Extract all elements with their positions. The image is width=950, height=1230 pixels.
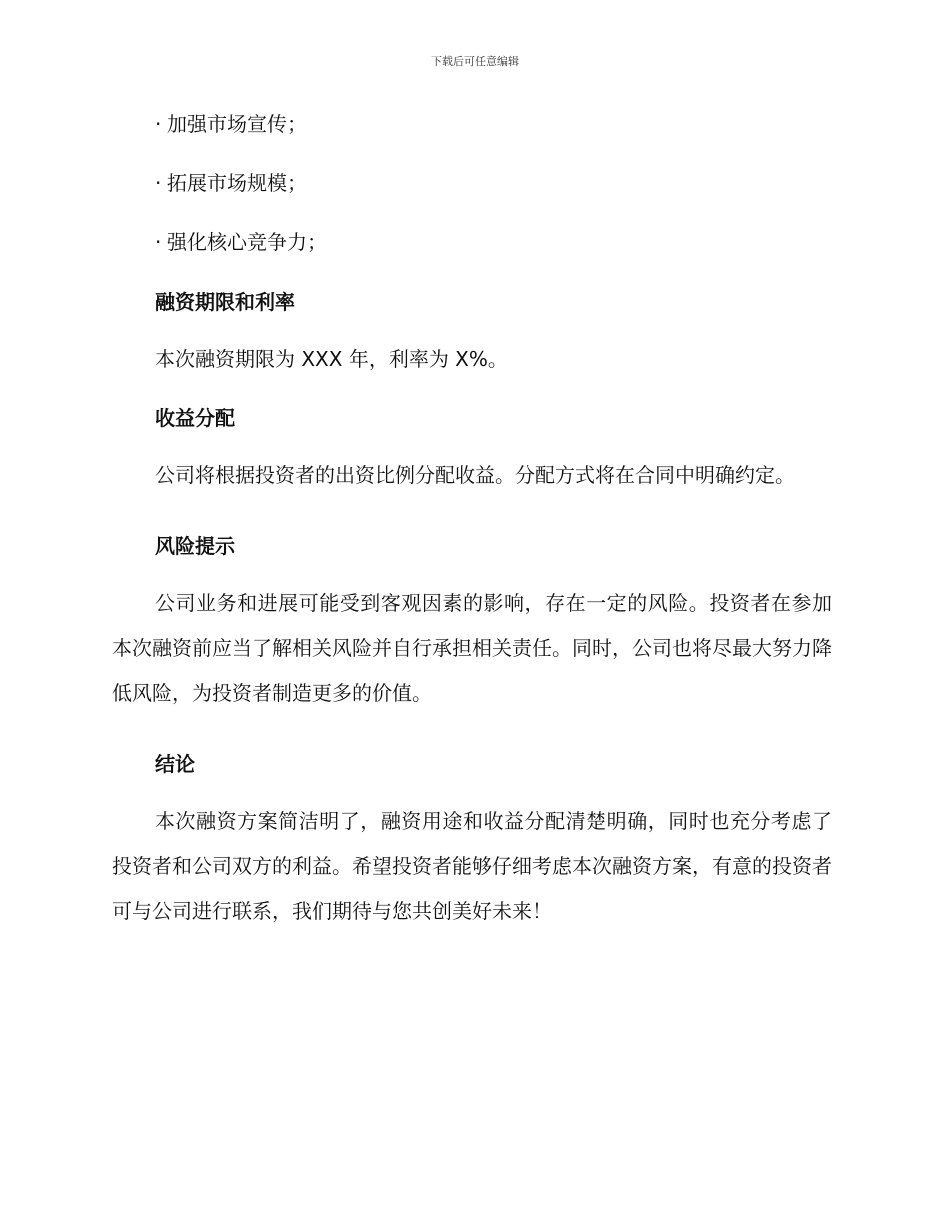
section-body-term: 本次融资期限为 XXX 年，利率为 X%。 xyxy=(155,347,508,371)
section-body-risk: 公司业务和进展可能受到客观因素的影响，存在一定的风险。投资者在参加本次融资前应当了解相关风险并自行承担相关责任。同时，公司也将尽最大努力降低风险，为投资者制造更多的价值。 xyxy=(112,591,832,705)
section-heading-risk: 风险提示 xyxy=(155,534,235,558)
bullet-item xyxy=(112,230,832,254)
bullet-marker: · xyxy=(155,230,162,254)
section-body-conclusion: 本次融资方案简洁明了，融资用途和收益分配清楚明确，同时也充分考虑了投资者和公司双方的利益。希望投资者能够仔细考虑本次融资方案，有意的投资者可与公司进行联系，我们期待与您共创美好未来！ xyxy=(112,809,832,923)
bullet-text: 拓展市场规模； xyxy=(167,171,307,195)
section-body-distribution: 公司将根据投资者的出资比例分配收益。分配方式将在合同中明确约定。 xyxy=(155,463,795,487)
bullet-marker: · xyxy=(155,171,162,195)
section-heading-term: 融资期限和利率 xyxy=(155,290,295,314)
bullet-item xyxy=(112,171,832,195)
section-heading-conclusion: 结论 xyxy=(155,752,195,776)
bullet-marker: · xyxy=(155,112,162,136)
bullet-item xyxy=(112,112,832,136)
section-heading-distribution: 收益分配 xyxy=(155,406,235,430)
document-body xyxy=(112,112,832,969)
bullet-text: 强化核心竞争力； xyxy=(167,230,327,254)
page-header-note: 下载后可任意编辑 xyxy=(431,55,519,68)
bullet-text: 加强市场宣传； xyxy=(167,112,307,136)
